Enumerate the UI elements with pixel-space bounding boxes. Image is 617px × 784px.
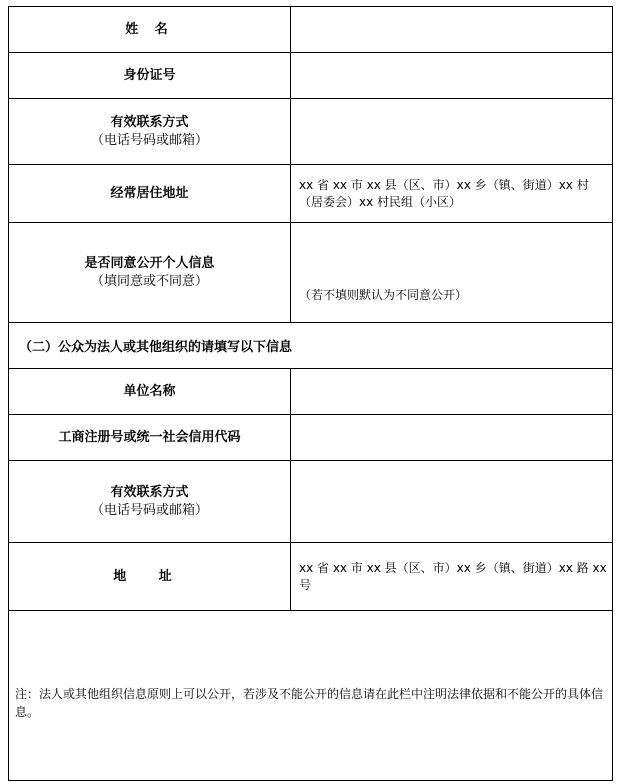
table-row (9, 165, 613, 223)
address-field[interactable]: xx 省 xx 市 xx 县（区、市）xx 乡（镇、街道）xx 村（居委会）xx 村民组（小区） (291, 165, 613, 223)
org-name-label-cell (9, 369, 291, 415)
table-row (9, 611, 613, 781)
org-address-field[interactable]: xx 省 xx 市 xx 县（区、市）xx 乡（镇、街道）xx 路 xx 号 (291, 543, 613, 611)
address-label: 经常居住地址 (110, 185, 189, 201)
contact-label-cell (9, 99, 291, 165)
note-text: 注：法人或其他组织信息原则上可以公开，若涉及不能公开的信息请在此栏中注明法律依据和不能公开的具体信息。 (15, 687, 604, 719)
consent-field[interactable]: （若不填则默认为不同意公开） (291, 223, 613, 323)
reg-code-field[interactable] (291, 415, 613, 461)
org-contact-label-cell (9, 461, 291, 543)
reg-code-label: 工商注册号或统一社会信用代码 (58, 429, 241, 445)
table-row (9, 461, 613, 543)
contact-label-sub: （电话号码或邮箱） (90, 132, 208, 148)
consent-label-sub: （填同意或不同意） (90, 273, 208, 289)
table-row (9, 7, 613, 53)
id-number-label-cell (9, 53, 291, 99)
table-row (9, 323, 613, 369)
name-label: 姓 名 (125, 21, 174, 37)
table-row (9, 53, 613, 99)
org-name-field[interactable] (291, 369, 613, 415)
reg-code-label-cell (9, 415, 291, 461)
table-row (9, 415, 613, 461)
org-contact-label: 有效联系方式 (110, 484, 189, 500)
org-address-label-cell (9, 543, 291, 611)
consent-label-cell (9, 223, 291, 323)
table-row (9, 223, 613, 323)
id-number-field[interactable] (291, 53, 613, 99)
org-contact-field[interactable] (291, 461, 613, 543)
table-row (9, 543, 613, 611)
id-number-label: 身份证号 (123, 67, 176, 83)
table-row (9, 369, 613, 415)
table-row (9, 99, 613, 165)
section-2-title: （二）公众为法人或其他组织的请填写以下信息 (9, 323, 613, 369)
application-form-table (8, 6, 613, 781)
note-cell[interactable] (9, 611, 613, 781)
org-address-label: 地 址 (113, 568, 186, 584)
consent-label: 是否同意公开个人信息 (84, 255, 215, 271)
org-contact-label-sub: （电话号码或邮箱） (90, 502, 208, 518)
contact-label: 有效联系方式 (110, 114, 189, 130)
name-label-cell (9, 7, 291, 53)
org-name-label: 单位名称 (123, 383, 176, 399)
contact-field[interactable] (291, 99, 613, 165)
address-label-cell (9, 165, 291, 223)
name-field[interactable] (291, 7, 613, 53)
